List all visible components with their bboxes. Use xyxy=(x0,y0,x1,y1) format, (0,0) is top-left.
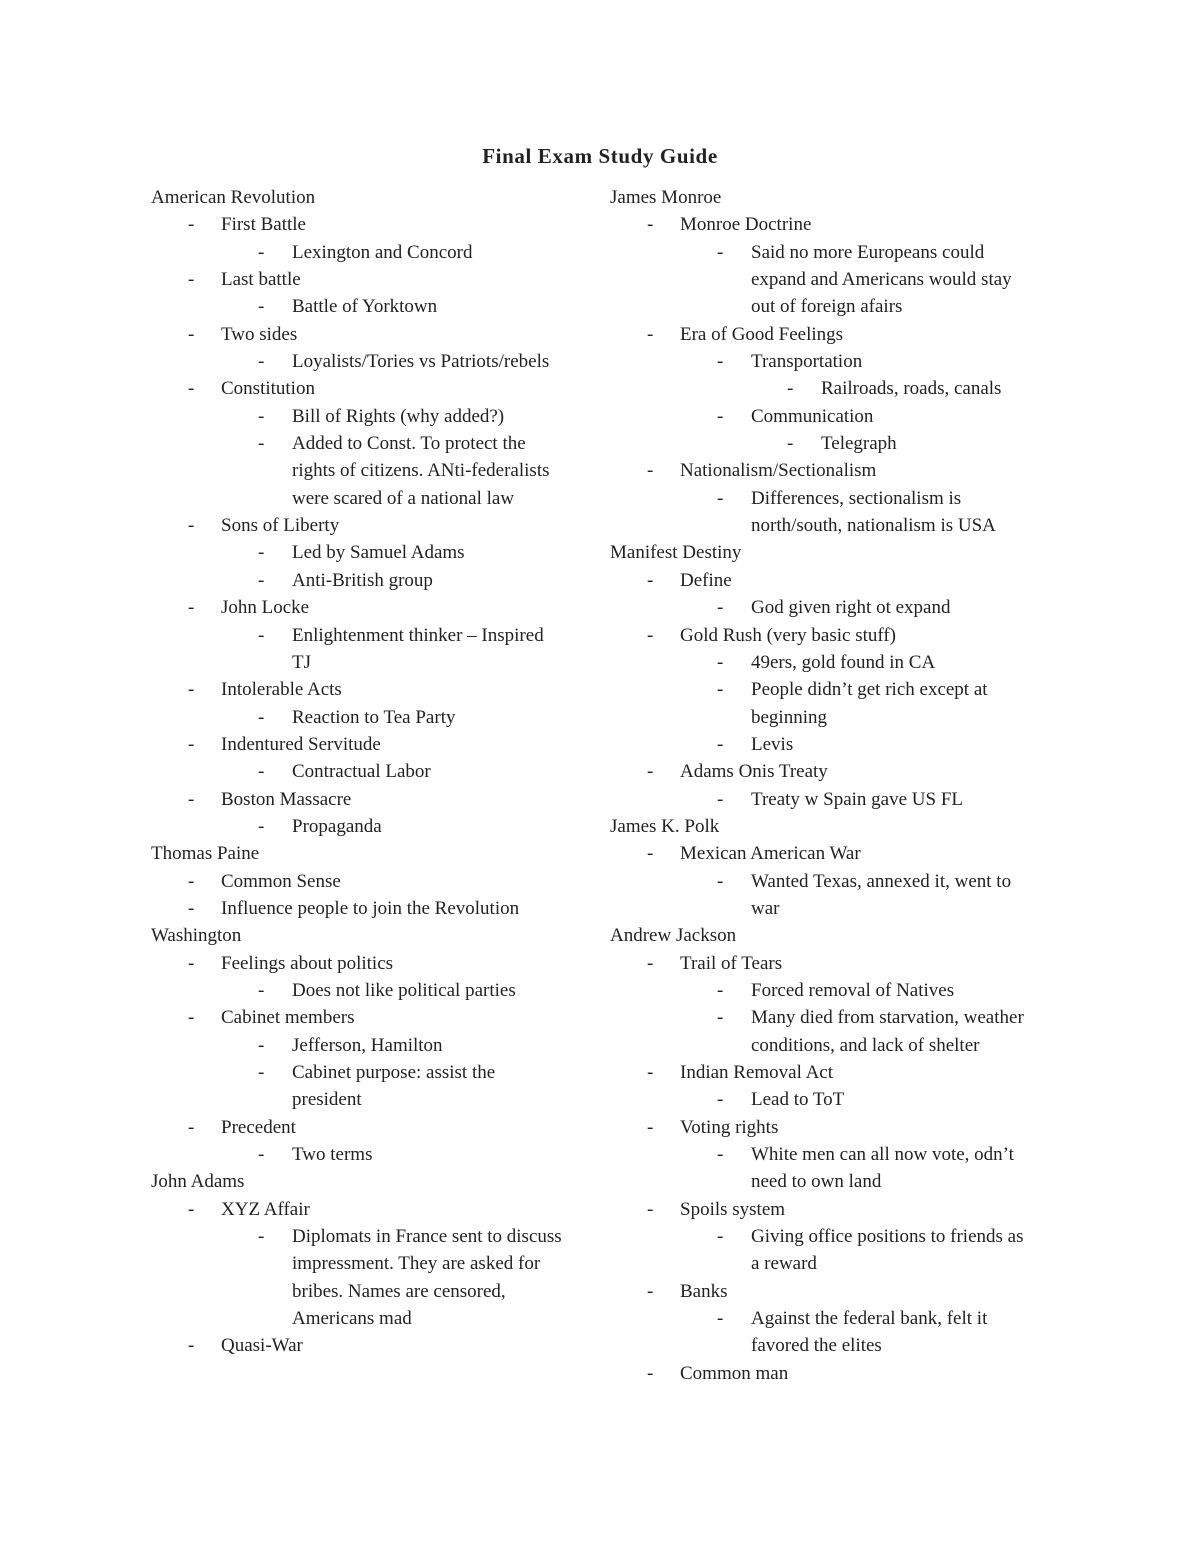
line-text: Against the federal bank, felt it xyxy=(751,1308,988,1330)
outline-item-level-2 xyxy=(151,239,601,266)
line-text: Mexican American War xyxy=(680,843,861,865)
line-text: Anti-British group xyxy=(292,569,433,591)
line-text: Forced removal of Natives xyxy=(751,979,955,1001)
line-text: Reaction to Tea Party xyxy=(292,706,456,728)
bullet-dash: - xyxy=(188,870,195,892)
line-text: war xyxy=(751,897,780,919)
outline-item-level-2 xyxy=(151,704,601,731)
bullet-dash: - xyxy=(188,1007,195,1029)
line-text: Voting rights xyxy=(680,1116,779,1138)
line-text: Propaganda xyxy=(292,815,382,837)
outline-item-level-2 xyxy=(151,813,601,840)
line-text: Differences, sectionalism is xyxy=(751,487,962,509)
outline-item-level-2 xyxy=(151,622,601,649)
bullet-dash: - xyxy=(647,624,654,646)
line-text: White men can all now vote, odn’t xyxy=(751,1144,1014,1166)
line-text: Indian Removal Act xyxy=(680,1062,834,1083)
right-column xyxy=(610,184,1060,1387)
line-text: Quasi-War xyxy=(221,1335,303,1357)
outline-item-level-1 xyxy=(151,594,601,621)
line-text: Americans mad xyxy=(292,1308,412,1330)
outline-item-level-2 xyxy=(610,649,1060,676)
line-text: Andrew Jackson xyxy=(610,925,737,947)
outline-item-level-1 xyxy=(610,950,1060,977)
line-text: Contractual Labor xyxy=(292,761,431,783)
line-text: Said no more Europeans could xyxy=(751,241,985,263)
bullet-dash: - xyxy=(647,952,654,974)
line-text: Communication xyxy=(751,405,874,427)
bullet-dash: - xyxy=(258,761,265,783)
bullet-dash: - xyxy=(717,597,724,619)
bullet-dash: - xyxy=(717,405,724,427)
outline-item-level-3 xyxy=(610,375,1060,402)
outline-item-level-1 xyxy=(151,868,601,895)
outline-item-level-1 xyxy=(610,1114,1060,1141)
outline-item-level-2 xyxy=(610,485,1060,512)
bullet-dash: - xyxy=(717,870,724,892)
line-text: Monroe Doctrine xyxy=(680,214,812,236)
outline-item-level-2 xyxy=(610,868,1060,895)
line-text: Banks xyxy=(680,1280,728,1302)
line-text: Common Sense xyxy=(221,870,341,892)
outline-heading-level-0 xyxy=(610,539,1060,566)
outline-continuation-level-2 xyxy=(151,457,601,484)
bullet-dash: - xyxy=(188,788,195,810)
bullet-dash: - xyxy=(647,1280,654,1302)
line-text: Does not like political parties xyxy=(292,979,516,1001)
line-text: Battle of Yorktown xyxy=(292,296,438,318)
line-text: Trail of Tears xyxy=(680,952,783,974)
outline-continuation-level-2 xyxy=(610,704,1060,731)
bullet-dash: - xyxy=(647,323,654,345)
outline-item-level-1 xyxy=(610,1278,1060,1305)
bullet-dash: - xyxy=(717,1089,724,1111)
outline-item-level-1 xyxy=(151,950,601,977)
line-text: Bill of Rights (why added?) xyxy=(292,405,505,427)
outline-item-level-1 xyxy=(610,622,1060,649)
outline-continuation-level-2 xyxy=(610,895,1060,922)
bullet-dash: - xyxy=(258,405,265,427)
bullet-dash: - xyxy=(258,624,265,646)
outline-continuation-level-2 xyxy=(151,485,601,512)
bullet-dash: - xyxy=(647,214,654,236)
outline-item-level-1 xyxy=(610,840,1060,867)
outline-item-level-1 xyxy=(151,266,601,293)
line-text: People didn’t get rich except at xyxy=(751,679,988,701)
bullet-dash: - xyxy=(258,433,265,455)
outline-heading-level-0 xyxy=(151,184,601,211)
line-text: Nationalism/Sectionalism xyxy=(680,460,877,482)
outline-item-level-2 xyxy=(151,1141,601,1168)
bullet-dash: - xyxy=(717,1007,724,1029)
outline-item-level-2 xyxy=(610,1305,1060,1332)
bullet-dash: - xyxy=(647,1116,654,1138)
line-text: Treaty w Spain gave US FL xyxy=(751,788,963,810)
line-text: Last battle xyxy=(221,269,301,291)
line-text: Boston Massacre xyxy=(221,788,352,810)
line-text: 49ers, gold found in CA xyxy=(751,651,936,673)
line-text: bribes. Names are censored, xyxy=(292,1280,506,1302)
outline-item-level-2 xyxy=(610,1141,1060,1168)
bullet-dash: - xyxy=(717,241,724,263)
bullet-dash: - xyxy=(188,733,195,755)
line-text: James K. Polk xyxy=(610,815,720,837)
outline-item-level-2 xyxy=(151,293,601,320)
outline-item-level-2 xyxy=(151,758,601,785)
bullet-dash: - xyxy=(188,1116,195,1138)
outline-item-level-2 xyxy=(151,1032,601,1059)
outline-item-level-2 xyxy=(610,239,1060,266)
bullet-dash: - xyxy=(647,1362,654,1384)
line-text: John Adams xyxy=(151,1171,245,1193)
line-text: president xyxy=(292,1089,362,1111)
line-text: Many died from starvation, weather xyxy=(751,1007,1024,1029)
outline-item-level-2 xyxy=(151,1059,601,1086)
outline-item-level-2 xyxy=(610,1004,1060,1031)
line-text: Giving office positions to friends as xyxy=(751,1226,1024,1248)
line-text: Cabinet purpose: assist the xyxy=(292,1062,496,1083)
outline-item-level-2 xyxy=(151,1223,601,1250)
line-text: Two sides xyxy=(221,323,298,345)
outline-item-level-1 xyxy=(610,1360,1060,1387)
bullet-dash: - xyxy=(717,1226,724,1248)
outline-item-level-2 xyxy=(610,731,1060,758)
line-text: Era of Good Feelings xyxy=(680,323,844,345)
bullet-dash: - xyxy=(787,378,794,400)
bullet-dash: - xyxy=(258,296,265,318)
bullet-dash: - xyxy=(717,979,724,1001)
line-text: Indentured Servitude xyxy=(221,733,381,755)
bullet-dash: - xyxy=(717,733,724,755)
bullet-dash: - xyxy=(258,351,265,373)
line-text: conditions, and lack of shelter xyxy=(751,1034,980,1056)
outline-item-level-2 xyxy=(151,403,601,430)
outline-item-level-1 xyxy=(610,211,1060,238)
bullet-dash: - xyxy=(717,1308,724,1330)
line-text: Influence people to join the Revolution xyxy=(221,897,520,919)
line-text: American Revolution xyxy=(151,187,316,208)
line-text: Manifest Destiny xyxy=(610,542,742,564)
bullet-dash: - xyxy=(188,1335,195,1357)
outline-item-level-1 xyxy=(151,895,601,922)
line-text: XYZ Affair xyxy=(221,1198,310,1220)
line-text: Lead to ToT xyxy=(751,1089,845,1111)
bullet-dash: - xyxy=(188,515,195,537)
outline-item-level-1 xyxy=(151,211,601,238)
line-text: Levis xyxy=(751,733,794,755)
bullet-dash: - xyxy=(188,952,195,974)
bullet-dash: - xyxy=(188,378,195,400)
line-text: Diplomats in France sent to discuss xyxy=(292,1226,562,1248)
outline-item-level-1 xyxy=(610,1196,1060,1223)
line-text: John Locke xyxy=(221,597,310,619)
line-text: beginning xyxy=(751,706,827,728)
bullet-dash: - xyxy=(188,1198,195,1220)
line-text: God given right ot expand xyxy=(751,597,951,619)
bullet-dash: - xyxy=(647,1198,654,1220)
line-text: Thomas Paine xyxy=(151,843,260,865)
outline-item-level-1 xyxy=(151,1004,601,1031)
line-text: Telegraph xyxy=(821,433,897,455)
line-text: Transportation xyxy=(751,351,863,373)
outline-item-level-1 xyxy=(151,1332,601,1359)
bullet-dash: - xyxy=(647,761,654,783)
bullet-dash: - xyxy=(258,1034,265,1056)
outline-item-level-2 xyxy=(610,977,1060,1004)
bullet-dash: - xyxy=(188,597,195,619)
outline-item-level-2 xyxy=(151,348,601,375)
bullet-dash: - xyxy=(717,351,724,373)
outline-item-level-1 xyxy=(610,1059,1060,1086)
line-text: need to own land xyxy=(751,1171,882,1193)
page-title: Final Exam Study Guide xyxy=(482,144,718,168)
line-text: north/south, nationalism is USA xyxy=(751,515,996,537)
bullet-dash: - xyxy=(258,569,265,591)
outline-item-level-1 xyxy=(151,786,601,813)
outline-item-level-2 xyxy=(151,977,601,1004)
line-text: a reward xyxy=(751,1253,817,1275)
line-text: Constitution xyxy=(221,378,315,400)
outline-item-level-2 xyxy=(610,1223,1060,1250)
line-text: Intolerable Acts xyxy=(221,679,342,701)
outline-item-level-1 xyxy=(151,1196,601,1223)
line-text: Loyalists/Tories vs Patriots/rebels xyxy=(292,351,550,373)
outline-heading-level-0 xyxy=(151,1168,601,1195)
bullet-dash: - xyxy=(258,1062,265,1083)
outline-continuation-level-2 xyxy=(610,1332,1060,1359)
outline-item-level-1 xyxy=(151,512,601,539)
line-text: Washington xyxy=(151,925,242,947)
outline-heading-level-0 xyxy=(151,922,601,949)
bullet-dash: - xyxy=(717,788,724,810)
line-text: Common man xyxy=(680,1362,789,1384)
bullet-dash: - xyxy=(258,241,265,263)
outline-item-level-2 xyxy=(151,430,601,457)
outline-continuation-level-2 xyxy=(610,266,1060,293)
line-text: were scared of a national law xyxy=(292,487,515,509)
outline-item-level-2 xyxy=(151,567,601,594)
outline-item-level-2 xyxy=(610,1086,1060,1113)
outline-item-level-2 xyxy=(610,403,1060,430)
line-text: First Battle xyxy=(221,214,306,236)
line-text: Led by Samuel Adams xyxy=(292,542,465,564)
outline-continuation-level-2 xyxy=(610,512,1060,539)
line-text: Sons of Liberty xyxy=(221,515,340,537)
line-text: rights of citizens. ANti-federalists xyxy=(292,460,550,482)
outline-heading-level-0 xyxy=(151,840,601,867)
outline-heading-level-0 xyxy=(610,922,1060,949)
outline-continuation-level-2 xyxy=(151,1086,601,1113)
outline-item-level-1 xyxy=(610,457,1060,484)
bullet-dash: - xyxy=(647,460,654,482)
bullet-dash: - xyxy=(258,979,265,1001)
bullet-dash: - xyxy=(188,269,195,291)
outline-item-level-2 xyxy=(151,539,601,566)
outline-heading-level-0 xyxy=(610,813,1060,840)
bullet-dash: - xyxy=(258,1226,265,1248)
outline-continuation-level-2 xyxy=(151,1278,601,1305)
line-text: Precedent xyxy=(221,1116,296,1138)
outline-item-level-1 xyxy=(151,731,601,758)
line-text: Feelings about politics xyxy=(221,952,394,974)
outline-item-level-2 xyxy=(610,348,1060,375)
bullet-dash: - xyxy=(717,651,724,673)
outline-continuation-level-2 xyxy=(151,1305,601,1332)
bullet-dash: - xyxy=(188,897,195,919)
outline-item-level-1 xyxy=(151,676,601,703)
line-text: favored the elites xyxy=(751,1335,882,1357)
bullet-dash: - xyxy=(717,487,724,509)
line-text: Two terms xyxy=(292,1144,373,1166)
outline-item-level-1 xyxy=(610,758,1060,785)
line-text: impressment. They are asked for xyxy=(292,1253,541,1275)
line-text: Spoils system xyxy=(680,1198,786,1220)
outline-item-level-2 xyxy=(610,676,1060,703)
line-text: expand and Americans would stay xyxy=(751,269,1012,291)
bullet-dash: - xyxy=(717,679,724,701)
line-text: Lexington and Concord xyxy=(292,241,473,263)
bullet-dash: - xyxy=(188,323,195,345)
line-text: James Monroe xyxy=(610,187,722,208)
outline-item-level-1 xyxy=(151,375,601,402)
bullet-dash: - xyxy=(258,542,265,564)
bullet-dash: - xyxy=(647,843,654,865)
bullet-dash: - xyxy=(787,433,794,455)
outline-item-level-1 xyxy=(610,567,1060,594)
bullet-dash: - xyxy=(647,1062,654,1083)
outline-item-level-1 xyxy=(151,1114,601,1141)
bullet-dash: - xyxy=(258,706,265,728)
line-text: Gold Rush (very basic stuff) xyxy=(680,624,897,646)
bullet-dash: - xyxy=(258,815,265,837)
bullet-dash: - xyxy=(717,1144,724,1166)
line-text: TJ xyxy=(292,651,311,673)
outline-continuation-level-2 xyxy=(151,649,601,676)
outline-continuation-level-2 xyxy=(610,1032,1060,1059)
outline-item-level-2 xyxy=(610,594,1060,621)
line-text: Wanted Texas, annexed it, went to xyxy=(751,870,1012,892)
left-column xyxy=(151,184,601,1360)
line-text: Cabinet members xyxy=(221,1007,355,1029)
bullet-dash: - xyxy=(188,214,195,236)
line-text: Adams Onis Treaty xyxy=(680,761,828,783)
outline-heading-level-0 xyxy=(610,184,1060,211)
outline-item-level-1 xyxy=(610,321,1060,348)
line-text: Define xyxy=(680,569,732,591)
bullet-dash: - xyxy=(258,1144,265,1166)
outline-item-level-1 xyxy=(151,321,601,348)
line-text: out of foreign afairs xyxy=(751,296,903,318)
outline-item-level-3 xyxy=(610,430,1060,457)
line-text: Jefferson, Hamilton xyxy=(292,1034,443,1056)
bullet-dash: - xyxy=(647,569,654,591)
outline-item-level-2 xyxy=(610,786,1060,813)
line-text: Railroads, roads, canals xyxy=(821,378,1002,400)
bullet-dash: - xyxy=(188,679,195,701)
outline-continuation-level-2 xyxy=(151,1250,601,1277)
line-text: Added to Const. To protect the xyxy=(292,433,526,455)
line-text: Enlightenment thinker – Inspired xyxy=(292,624,544,646)
outline-continuation-level-2 xyxy=(610,1168,1060,1195)
outline-continuation-level-2 xyxy=(610,1250,1060,1277)
outline-continuation-level-2 xyxy=(610,293,1060,320)
